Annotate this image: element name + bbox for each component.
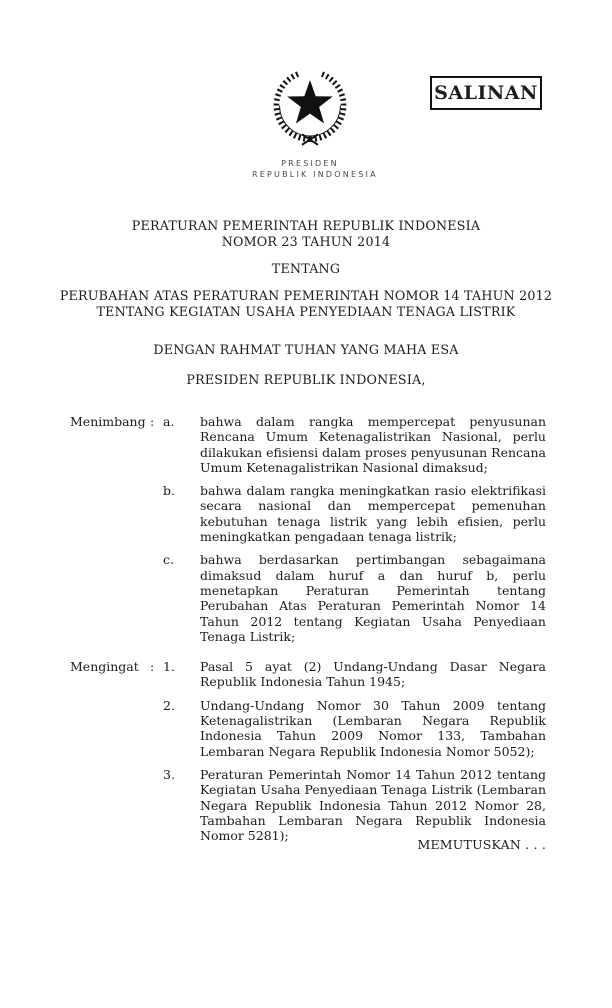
legal-basis-text-1: Pasal 5 ayat (2) Undang-Undang Dasar Negara Republik Indonesia Tahun 1945; (200, 659, 546, 690)
regulation-number: NOMOR 23 TAHUN 2014 (221, 233, 391, 249)
consideration-text-b: bahwa dalam rangka meningkatkan rasio elektrifikasi secara nasional dan mempercepat pemenuhan kebutuhan tenaga listrik yang lebih efisien, perlu meningkatkan pengadaan tenaga listrik; (200, 483, 546, 545)
consideration-text-a: bahwa dalam rangka mempercepat penyusunan Rencana Umum Ketenagalistrikan Nasional, perlu dilakukan efisiensi dalam proses penyusunan Rencana Umum Ketenagalistrikan Nasional dimaksud; (200, 414, 546, 475)
clauses-body (70, 414, 546, 843)
regulation-subject (0, 288, 612, 319)
invocation-line: DENGAN RAHMAT TUHAN YANG MAHA ESA (153, 342, 459, 357)
regulation-title-line1: PERATURAN PEMERINTAH REPUBLIK INDONESIA (131, 218, 481, 233)
consideration-marker-b: b. (163, 483, 175, 499)
consideration-marker-a: a. (163, 414, 175, 429)
legal-basis-marker-3: 3. (163, 766, 175, 782)
emblem-caption-line1: PRESIDEN (281, 159, 339, 168)
consideration-marker-c: c. (163, 552, 174, 568)
legal-basis-marker-2: 2. (163, 697, 175, 713)
mengingat-section (70, 659, 546, 843)
regulation-subject-line2: TENTANG KEGIATAN USAHA PENYEDIAAN TENAGA LISTRIK (96, 303, 516, 319)
presidential-emblem (252, 64, 378, 180)
menimbang-separator: : (150, 414, 155, 429)
regulation-subject-line1: PERUBAHAN ATAS PERATURAN PEMERINTAH NOMOR 14 TAHUN 2012 (59, 288, 553, 303)
menimbang-label: Menimbang (70, 414, 146, 429)
consideration-text-c: bahwa berdasarkan pertimbangan sebagaimana dimaksud dalam huruf a dan huruf b, perlu menetapkan Peraturan Pemerintah tentang Perubahan Atas Peraturan Pemerintah Nomor 14 Tahun 2012 tentang Kegiatan Usaha Penyediaan Tenaga Listrik; (200, 552, 546, 644)
legal-basis-marker-1: 1. (163, 659, 175, 675)
emblem-caption-line2: REPUBLIK INDONESIA (252, 170, 378, 179)
legal-basis-text-2: Undang-Undang Nomor 30 Tahun 2009 tentang Ketenagalistrikan (Lembaran Negara Republik Indonesia Tahun 2009 Nomor 133, Tambahan Lembaran Negara Republik Indonesia Nomor 5052); (200, 697, 546, 759)
salinan-stamp: SALINAN (430, 76, 542, 110)
legal-basis-text-3: Peraturan Pemerintah Nomor 14 Tahun 2012 tentang Kegiatan Usaha Penyediaan Tenaga Listrik (Lembaran Negara Republik Indonesia Tahun 2012 Nomor 28, Tambahan Lembaran Negara Republik Indonesia Nomor 5281); (200, 766, 546, 844)
star-wreath-emblem-icon (262, 64, 358, 152)
tentang-label: TENTANG (271, 261, 341, 276)
menimbang-section (70, 414, 546, 644)
mengingat-label: Mengingat (70, 659, 139, 675)
mengingat-separator: : (150, 659, 155, 675)
regulation-title (0, 218, 612, 249)
authority-line: PRESIDEN REPUBLIK INDONESIA, (186, 372, 426, 387)
continuation-note: MEMUTUSKAN . . . (417, 837, 546, 852)
